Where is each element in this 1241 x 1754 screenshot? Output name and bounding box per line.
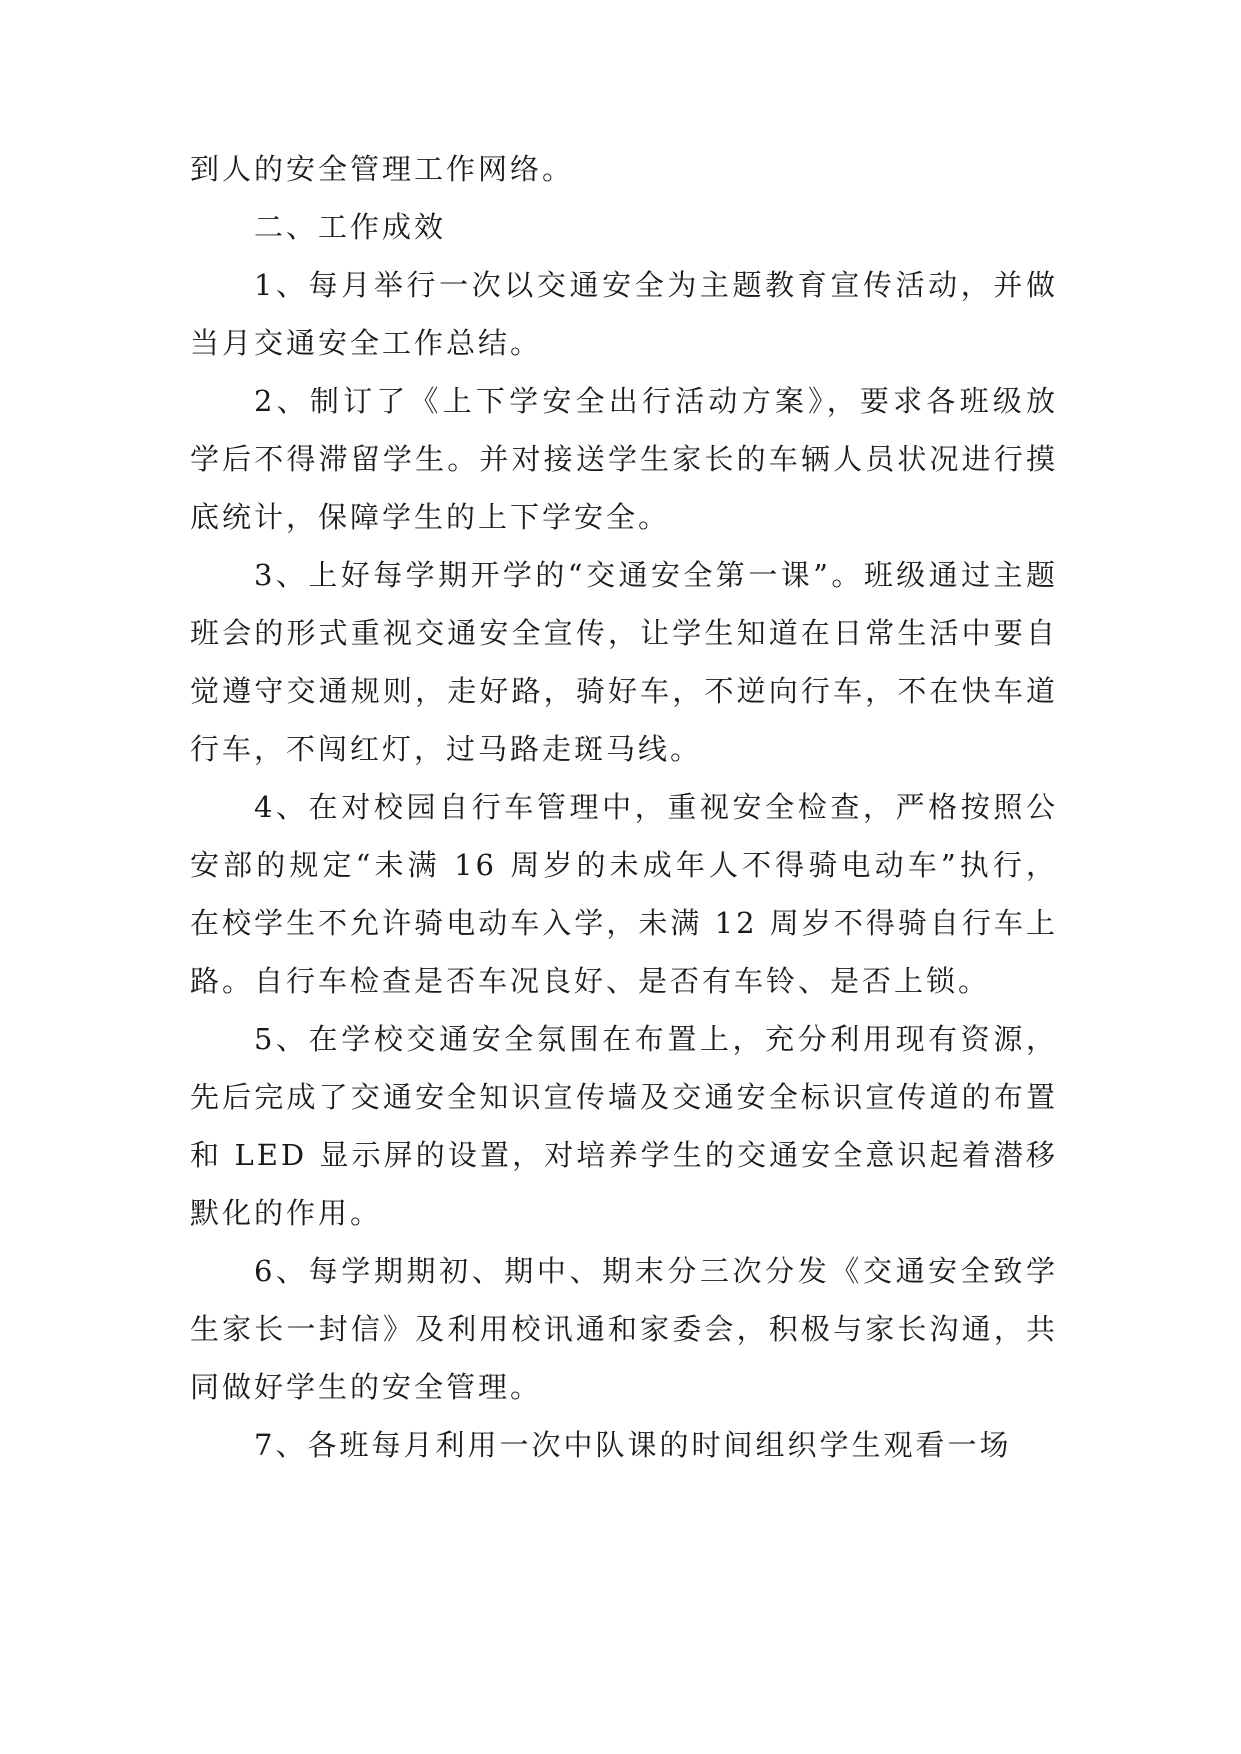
paragraph-item-2: 2、制订了《上下学安全出行活动方案》，要求各班级放学后不得滞留学生。并对接送学生家长的车辆人员状况进行摸底统计，保障学生的上下学安全。: [190, 384, 1058, 534]
section-heading: 二、工作成效: [254, 210, 447, 244]
paragraph-item-6: 6、每学期期初、期中、期末分三次分发《交通安全致学生家长一封信》及利用校讯通和家委会，积极与家长沟通，共同做好学生的安全管理。: [190, 1254, 1058, 1404]
paragraph-item-3: 3、上好每学期开学的“交通安全第一课”。班级通过主题班会的形式重视交通安全宣传，让学生知道在日常生活中要自觉遵守交通规则，走好路，骑好车，不逆向行车，不在快车道行车，不闯红灯，过马路走斑马线。: [190, 558, 1058, 766]
paragraph-item-7: 7、各班每月利用一次中队课的时间组织学生观看一场: [254, 1428, 1012, 1462]
paragraph-item-5: 5、在学校交通安全氛围在布置上，充分利用现有资源，先后完成了交通安全知识宣传墙及交通安全标识宣传道的布置和 LED 显示屏的设置，对培养学生的交通安全意识起着潜移默化的作用。: [190, 1022, 1058, 1230]
paragraph-item-1: 1、每月举行一次以交通安全为主题教育宣传活动，并做当月交通安全工作总结。: [190, 268, 1058, 360]
paragraph-continuation: 到人的安全管理工作网络。: [190, 152, 575, 186]
paragraph-item-4: 4、在对校园自行车管理中，重视安全检查，严格按照公安部的规定“未满 16 周岁的未成年人不得骑电动车”执行，在校学生不允许骑电动车入学，未满 12 周岁不得骑自行车上路。自行车检查是否车况良好、是否有车铃、是否上锁。: [190, 790, 1058, 998]
document-page: [190, 140, 1058, 1474]
